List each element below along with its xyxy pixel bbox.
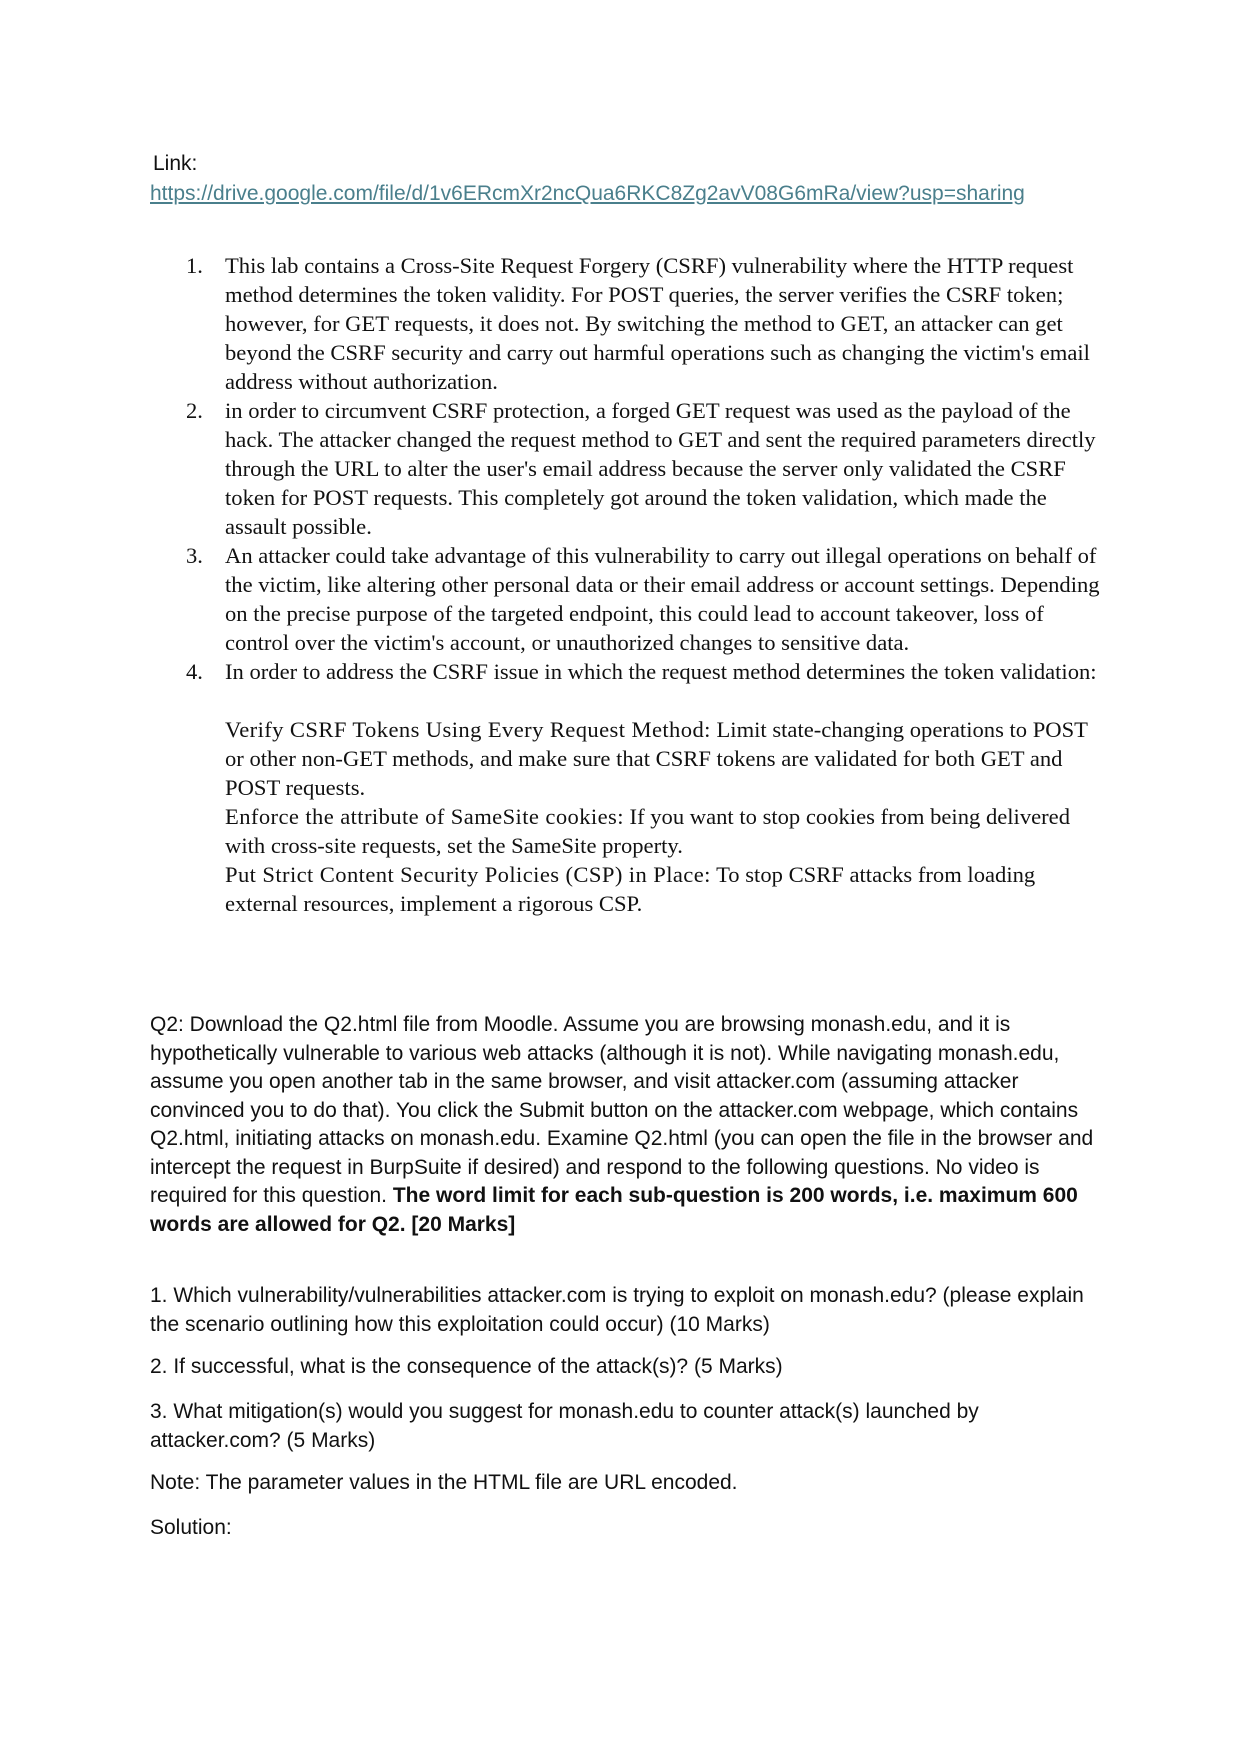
q2-prompt: [150, 1011, 1100, 1239]
link-label: Link:: [153, 152, 198, 175]
mitigation-heading: Put Strict Content Security Policies (CSP) in Place:: [225, 862, 711, 887]
solution-label: Solution:: [150, 1516, 232, 1539]
answer-item-4: [150, 657, 1100, 918]
answer-text: This lab contains a Cross-Site Request Forgery (CSRF) vulnerability where the HTTP request method determines the token validity. For POST queries, the server verifies the CSRF token; however, for GET requests, it does not. By switching the method to GET, an attacker can get beyond the CSRF security and carry out harmful operations such as changing the victim's email address without authorization.: [225, 253, 1090, 394]
answer-text: In order to address the CSRF issue in which the request method determines the token validation:: [225, 659, 1097, 684]
mitigation-item: [225, 802, 1100, 860]
mitigation-body: Limit state-changing operations to POST or other non-GET methods, and make sure that CSRF tokens are validated for both GET and POST requests.: [225, 717, 1088, 800]
note-text: Note: The parameter values in the HTML file are URL encoded.: [150, 1471, 738, 1494]
answer-item-3: [150, 541, 1100, 657]
drive-link[interactable]: https://drive.google.com/file/d/1v6ERcmXr2ncQua6RKC8Zg2avV08G6mRa/view?usp=sharing: [150, 182, 1025, 205]
q2-intro: Q2: Download the Q2.html file from Moodle. Assume you are browsing monash.edu, and it is hypothetically vulnerable to various web attacks (although it is not). While navigating monash.edu, assume you open another tab in the same browser, and visit attacker.com (assuming attacker convinced you to do that). You click the Submit button on the attacker.com webpage, which contains Q2.html, initiating attacks on monash.edu. Examine Q2.html (you can open the file in the browser and intercept the request in BurpSuite if desired) and respond to the following questions. No video is required for this question.: [150, 1013, 1094, 1207]
answer-text: in order to circumvent CSRF protection, a forged GET request was used as the payload of the hack. The attacker changed the request method to GET and sent the required parameters directly through the URL to alter the user's email address because the server only validated the CSRF token for POST requests. This completely got around the token validation, which made the assault possible.: [225, 398, 1096, 539]
mitigation-list: [225, 715, 1100, 918]
mitigation-heading: Enforce the attribute of SameSite cookies:: [225, 804, 624, 829]
answer-number: 3.: [186, 543, 203, 568]
answer-item-2: [150, 396, 1100, 541]
mitigation-body: To stop CSRF attacks from loading external resources, implement a rigorous CSP.: [225, 862, 1036, 916]
answer-text: An attacker could take advantage of this vulnerability to carry out illegal operations on behalf of the victim, like altering other personal data or their email address or account settings. Depending on the precise purpose of the targeted endpoint, this could lead to account takeover, loss of control over the victim's account, or unauthorized changes to sensitive data.: [225, 543, 1100, 655]
answer-item-1: [150, 251, 1100, 396]
answer-number: 1.: [186, 253, 203, 278]
mitigation-item: [225, 860, 1100, 918]
answer-number: 2.: [186, 398, 203, 423]
answer-number: 4.: [186, 659, 203, 684]
answer-list: [150, 251, 1100, 918]
mitigation-item: [225, 715, 1100, 802]
q2-word-limit: The word limit for each sub-question is 200 words, i.e. maximum 600 words are allowed for Q2. [20 Marks]: [150, 1184, 1078, 1236]
sub-question-1: 1. Which vulnerability/vulnerabilities attacker.com is trying to exploit on monash.edu? (please explain the scenario outlining how this exploitation could occur) (10 Marks): [150, 1284, 1084, 1336]
mitigation-body: If you want to stop cookies from being delivered with cross-site requests, set the SameSite property.: [225, 804, 1071, 858]
sub-question-3: 3. What mitigation(s) would you suggest for monash.edu to counter attack(s) launched by attacker.com? (5 Marks): [150, 1400, 979, 1452]
mitigation-heading: Verify CSRF Tokens Using Every Request Method:: [225, 717, 711, 742]
sub-question-2: 2. If successful, what is the consequence of the attack(s)? (5 Marks): [150, 1355, 783, 1378]
